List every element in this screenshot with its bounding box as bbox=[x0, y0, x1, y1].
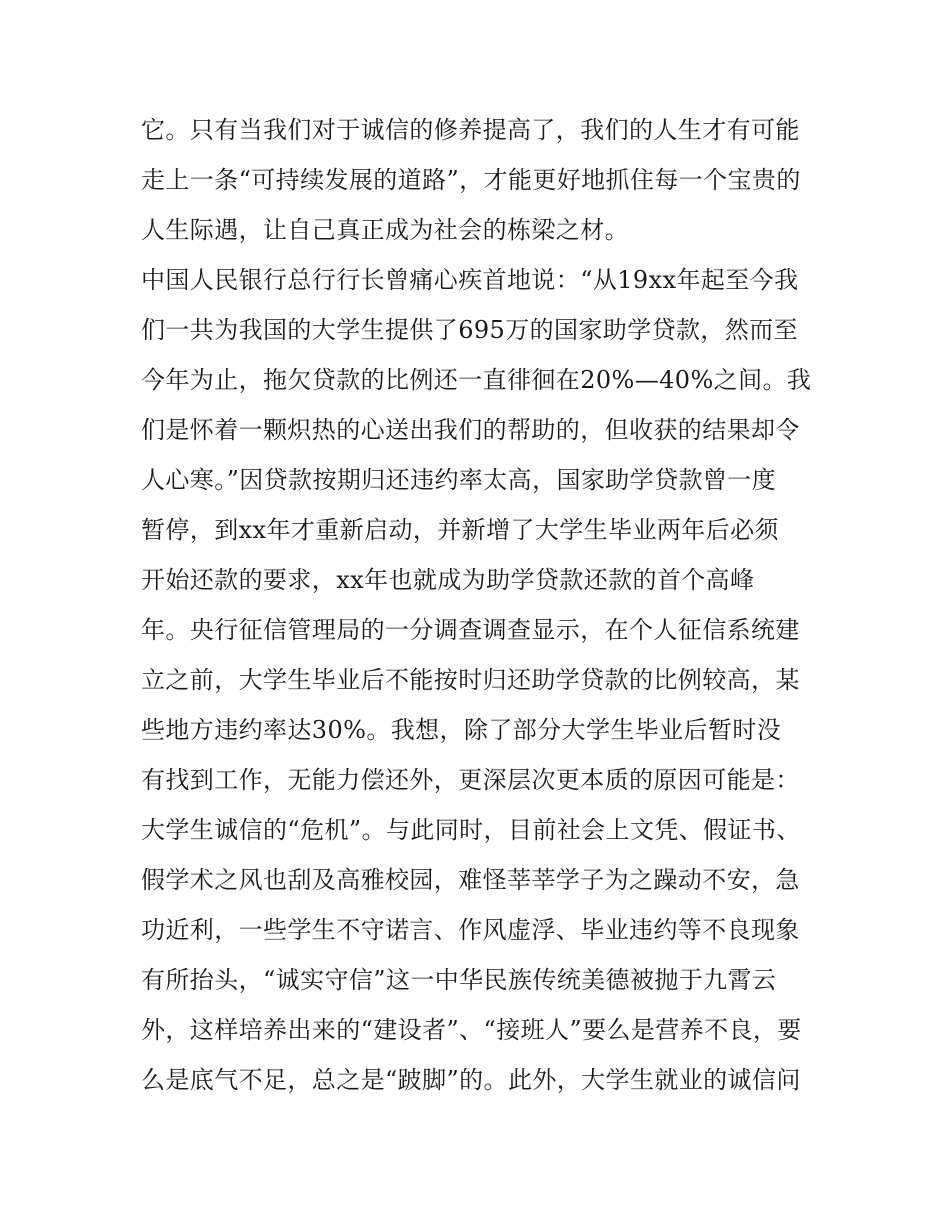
text-line: 外，这样培养出来的“建设者”、“接班人”要么是营养不良，要 bbox=[141, 1016, 802, 1044]
text-line: 们是怀着一颗炽热的心送出我们的帮助的，但收获的结果却令 bbox=[141, 416, 800, 444]
text-line: 有所抬头，“诚实守信”这一中华民族传统美德被抛于九霄云 bbox=[141, 966, 777, 994]
text-line: 今年为止，拖欠贷款的比例还一直徘徊在20%—40%之间。我 bbox=[141, 366, 812, 394]
text-line: 大学生诚信的“危机”。与此同时，目前社会上文凭、假证书、 bbox=[141, 816, 801, 844]
text-line: 开始还款的要求，xx年也就成为助学贷款还款的首个高峰 bbox=[141, 566, 755, 594]
text-line: 些地方违约率达30%。我想，除了部分大学生毕业后暂时没 bbox=[141, 716, 782, 744]
text-line: 它。只有当我们对于诚信的修养提高了，我们的人生才有可能 bbox=[141, 116, 800, 144]
text-line: 们一共为我国的大学生提供了695万的国家助学贷款，然而至 bbox=[141, 316, 799, 344]
text-line: 假学术之风也刮及高雅校园，难怪莘莘学子为之躁动不安，急 bbox=[141, 866, 800, 894]
text-line: 人生际遇，让自己真正成为社会的栋梁之材。 bbox=[141, 216, 629, 244]
text-line: 功近利，一些学生不守诺言、作风虚浮、毕业违约等不良现象 bbox=[141, 916, 800, 944]
text-line: 走上一条“可持续发展的道路”，才能更好地抓住每一个宝贵的 bbox=[141, 166, 801, 194]
text-line: 暂停，到xx年才重新启动，并新增了大学生毕业两年后必须 bbox=[141, 516, 779, 544]
text-line: 么是底气不足，总之是“跛脚”的。此外，大学生就业的诚信问 bbox=[141, 1066, 801, 1094]
text-line: 年。央行征信管理局的一分调查调查显示，在个人征信系统建 bbox=[141, 616, 800, 644]
text-line: 立之前，大学生毕业后不能按时归还助学贷款的比例较高，某 bbox=[141, 666, 800, 694]
text-line: 中国人民银行总行行长曾痛心疾首地说：“从19xx年起至今我 bbox=[141, 266, 799, 294]
text-line: 人心寒。”因贷款按期归还违约率太高，国家助学贷款曾一度 bbox=[141, 466, 777, 494]
text-line: 有找到工作，无能力偿还外，更深层次更本质的原因可能是： bbox=[141, 766, 800, 794]
